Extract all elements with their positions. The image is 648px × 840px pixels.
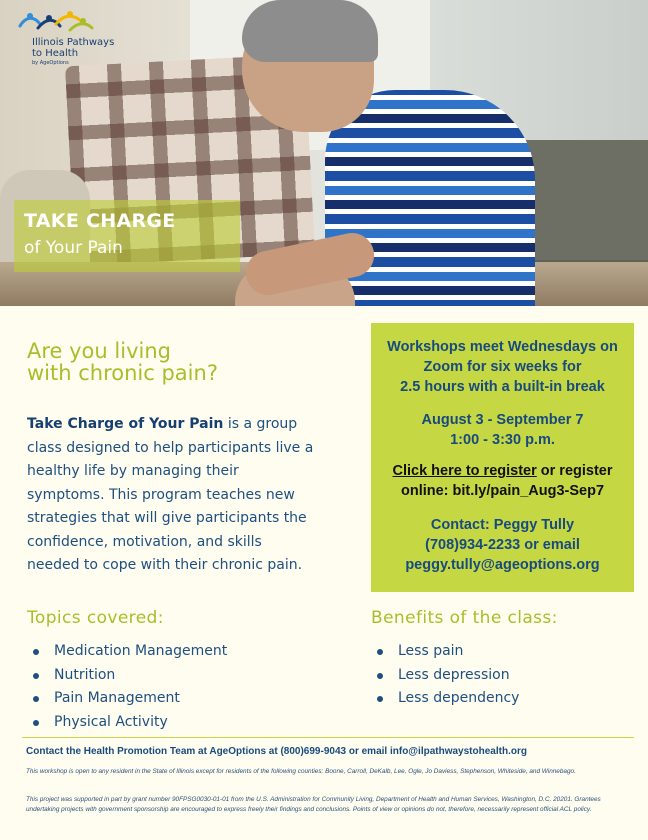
logo-text-line2: to Health bbox=[32, 48, 79, 59]
registration: Click here to register or register online: bit.ly/pain_Aug3-Sep7 bbox=[371, 461, 634, 501]
description-text: is a group class designed to help participants live a healthy life by managing their symptoms. This program teaches new strategies that will give participants the confidence, motivation, and skills needed to cope with their chronic pain. bbox=[27, 416, 314, 573]
contact-email: peggy.tully@ageoptions.org bbox=[405, 557, 600, 573]
workshop-dates: August 3 - September 7 1:00 - 3:30 p.m. bbox=[421, 412, 584, 448]
people-logo-icon bbox=[16, 10, 96, 38]
topics-list bbox=[27, 640, 227, 734]
list-item: Physical Activity bbox=[27, 711, 227, 735]
footer-divider bbox=[22, 737, 634, 738]
logo-text-line3: by AgeOptions bbox=[32, 60, 69, 66]
topics-heading: Topics covered: bbox=[27, 608, 164, 628]
workshop-info-box bbox=[371, 323, 634, 592]
program-subtitle: of Your Pain bbox=[24, 238, 123, 258]
contact-info: Contact: Peggy Tully (708)934-2233 or email peggy.tully@ageoptions.org bbox=[371, 515, 634, 575]
hero-photo bbox=[0, 0, 648, 306]
eligibility-note: This workshop is open to any resident in the State of Illinois except for residents of the following counties: Boone, Carroll, DeKalb, Lee, Ogle, Jo Daviess, Stephenson, Whiteside, and Winnebago. bbox=[26, 768, 576, 775]
benefits-heading: Benefits of the class: bbox=[371, 608, 558, 628]
grant-disclaimer: This project was supported in part by grant number 90FPSG0030-01-01 from the U.S. Administration for Community Living, Department of Health and Human Services, Washington, D.C. 20201. Grantees undertaking projects with government sponsorship are encouraged to express freely their findings and conclusions. Points of view or opinions do not, therefore, necessarily represent official ACL policy. bbox=[26, 796, 601, 813]
list-item: Less dependency bbox=[371, 687, 519, 711]
register-link[interactable]: Click here to register bbox=[392, 463, 537, 479]
register-url: online: bit.ly/pain_Aug3-Sep7 bbox=[400, 483, 605, 499]
program-description bbox=[27, 413, 317, 578]
benefits-list bbox=[371, 640, 519, 711]
question-heading: Are you living with chronic pain? bbox=[27, 339, 218, 385]
footer-contact: Contact the Health Promotion Team at AgeOptions at (800)699-9043 or email info@ilpathwaystohealth.org bbox=[26, 746, 527, 757]
program-title: TAKE CHARGE bbox=[24, 210, 176, 232]
list-item: Nutrition bbox=[27, 664, 227, 688]
list-item: Less depression bbox=[371, 664, 519, 688]
program-title-banner bbox=[14, 200, 240, 272]
list-item: Medication Management bbox=[27, 640, 227, 664]
schedule: Workshops meet Wednesdays on Zoom for six weeks for 2.5 hours with a built-in break bbox=[387, 339, 618, 395]
list-item: Pain Management bbox=[27, 687, 227, 711]
logo-text-line1: Illinois Pathways bbox=[32, 37, 115, 48]
program-name: Take Charge of Your Pain bbox=[27, 416, 224, 432]
list-item: Less pain bbox=[371, 640, 519, 664]
